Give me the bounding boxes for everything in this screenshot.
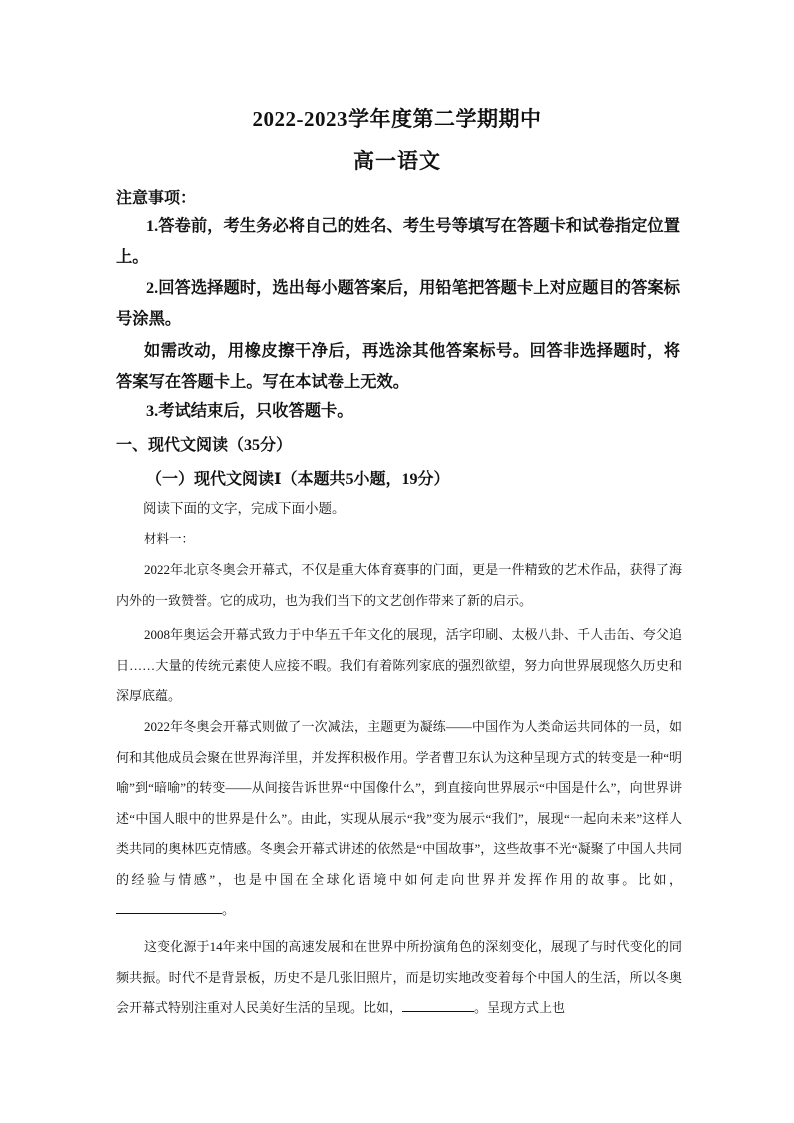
subsection-heading: （一）现代文阅读Ⅰ（本题共5小题，19分） [146,471,450,488]
notice-item-2: 2.回答选择题时，选出每小题答案后，用铅笔把答题卡上对应题目的答案标号涂黑。 [116,278,680,328]
reading-instruction: 阅读下面的文字，完成下面小题。 [143,501,346,517]
material-paragraph-2: 2008年奥运会开幕式致力于中华五千年文化的展现，活字印刷、太极八卦、千人击缶、夸父追日……大量的传统元素使人应接不暇。我们有着陈列家底的强烈欲望，努力向世界展现悠久历史和深厚底蕴。 [116,627,682,703]
notice-item-1: 1.答卷前，考生务必将自己的姓名、考生号等填写在答题卡和试卷指定位置上。 [116,216,680,266]
exam-title: 2022-2023学年度第二学期期中 [252,107,542,131]
paragraph-4-end: 。呈现方式上也 [474,1000,566,1015]
notice-item-2-cont: 如需改动，用橡皮擦干净后，再选涂其他答案标号。回答非选择题时，将答案写在答题卡上。写在本试卷上无效。 [116,341,680,391]
paragraph-4-text: 这变化源于14年来中国的高速发展和在世界中所扮演角色的深刻变化，展现了与时代变化的同频共振。时代不是背景板，历史不是几张旧照片，而是切实地改变着每个中国人的生活，所以冬奥会开幕式特别注重对人民美好生活的呈现。比如， [116,939,682,1015]
material-label: 材料一： [144,532,195,546]
exam-subtitle: 高一语文 [353,149,441,173]
paragraph-3-end: 。 [222,902,236,917]
paragraph-3-text: 2022年冬奥会开幕式则做了一次减法，主题更为凝练——中国作为人类命运共同体的一员，如何和其他成员会聚在世界海洋里，并发挥积极作用。学者曹卫东认为这种呈现方式的转变是一种“明喻”到“暗喻”的转变——从间接告诉世界“中国像什么”，到直接向世界展示“中国是什么”，向世界讲述“中国人眼中的世界是什么”。由此，实现从展示“我”变为展示“我们”，展现“一起向未来”这样人类共同的奥林匹克情感。冬奥会开幕式讲述的依然是“中国故事”，这些故事不光“凝聚了中国人共同的经验与情感”，也是中国在全球化语境中如何走向世界并发挥作用的故事。比如， [116,719,682,887]
material-paragraph-4 [116,932,682,1024]
fill-blank-1 [116,899,222,914]
notice-heading: 注意事项： [116,190,197,207]
fill-blank-2 [402,997,474,1012]
section-heading: 一、现代文阅读（35分） [116,437,293,454]
material-paragraph-1: 2022年北京冬奥会开幕式，不仅是重大体育赛事的门面，更是一件精致的艺术作品，获得了海内外的一致赞誉。它的成功，也为我们当下的文艺创作带来了新的启示。 [116,562,682,608]
material-paragraph-3 [116,712,682,926]
notice-item-3: 3.考试结束后，只收答题卡。 [146,401,354,420]
